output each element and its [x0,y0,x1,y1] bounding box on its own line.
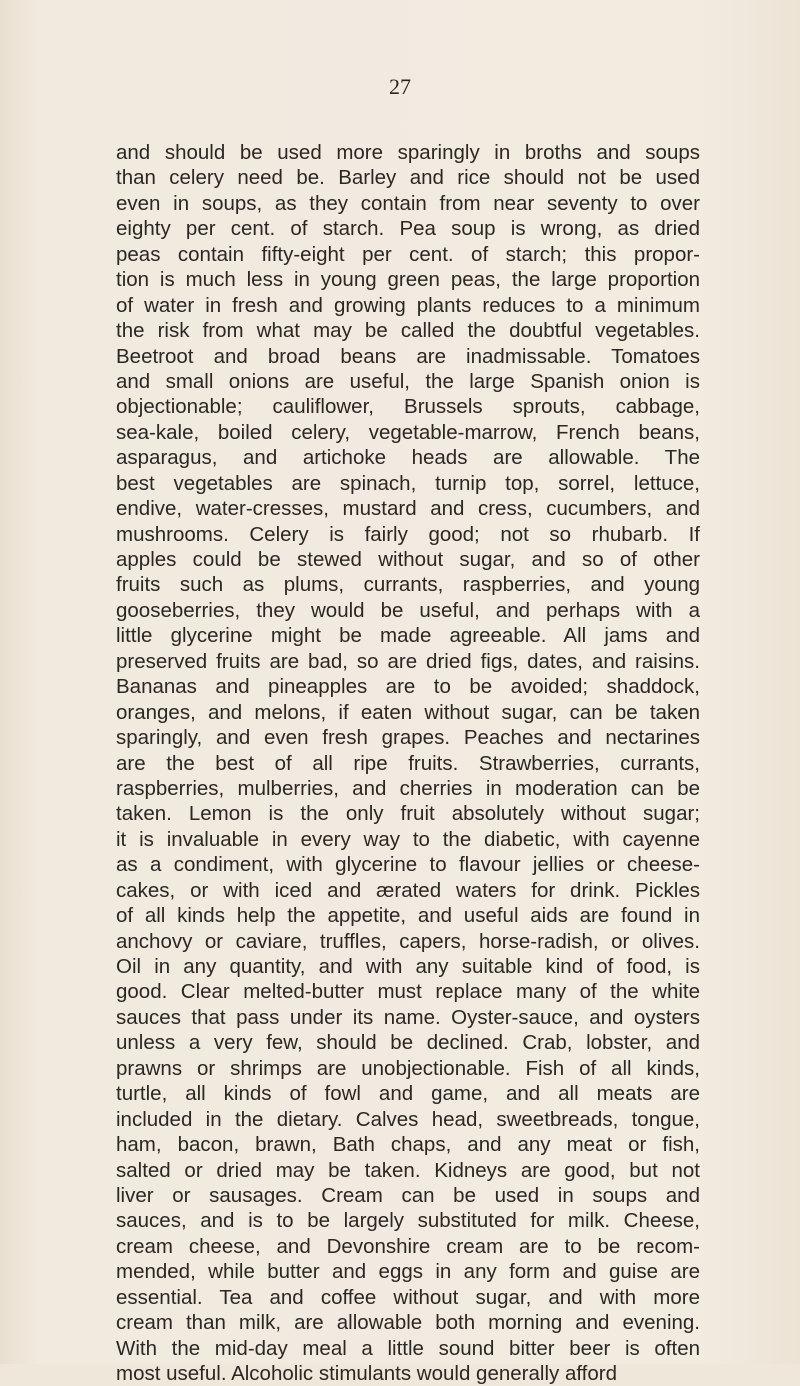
text-line: ham, bacon, brawn, Bath chaps, and any meat or fish, [116,1133,700,1157]
body-text [116,140,700,1386]
text-line: it is invaluable in every way to the diabetic, with cayenne [116,827,700,851]
text-line: asparagus, and artichoke heads are allowable. The [116,446,700,470]
text-line: fruits such as plums, currants, raspberries, and young [116,573,700,597]
text-line: little glycerine might be made agreeable. All jams and [116,624,700,648]
text-line: Oil in any quantity, and with any suitable kind of food, is [116,955,700,978]
text-line: included in the dietary. Calves head, sweetbreads, tongue, [116,1107,700,1131]
text-line: mended, while butter and eggs in any form and guise are [116,1260,700,1284]
text-line: apples could be stewed without sugar, and so of other [116,548,700,571]
text-line: cream cheese, and Devonshire cream are to be recom- [116,1234,700,1258]
text-line: even in soups, as they contain from near seventy to over [116,191,700,215]
text-line: With the mid-day meal a little sound bitter beer is often [116,1336,700,1360]
text-line: mushrooms. Celery is fairly good; not so rhubarb. If [116,522,700,546]
text-line: are the best of all ripe fruits. Strawberries, currants, [116,751,700,775]
text-line: gooseberries, they would be useful, and perhaps with a [116,598,700,622]
text-line: preserved fruits are bad, so are dried figs, dates, and raisins. [116,649,700,673]
text-line: Bananas and pineapples are to be avoided; shaddock, [116,675,700,699]
text-line: good. Clear melted-butter must replace many of the white [116,980,700,1004]
text-line: of water in fresh and growing plants reduces to a minimum [116,293,700,317]
text-line: than celery need be. Barley and rice should not be used [116,166,700,190]
text-line: Beetroot and broad beans are inadmissable. Tomatoes [116,344,700,368]
text-line: prawns or shrimps are unobjectionable. Fish of all kinds, [116,1056,700,1080]
text-line: objectionable; cauliflower, Brussels sprouts, cabbage, [116,395,700,419]
text-line: raspberries, mulberries, and cherries in moderation can be [116,776,700,800]
text-line: salted or dried may be taken. Kidneys are good, but not [116,1158,700,1182]
text-line: and small onions are useful, the large Spanish onion is [116,369,700,393]
page-number: 27 [389,74,411,99]
text-line: cream than milk, are allowable both morning and evening. [116,1311,700,1335]
text-line: sparingly, and even fresh grapes. Peaches and nectarines [116,726,700,750]
text-line: most useful. Alcoholic stimulants would generally afford [116,1362,617,1385]
text-line: and should be used more sparingly in broths and soups [116,141,700,164]
text-line: anchovy or caviare, truffles, capers, horse-radish, or olives. [116,929,700,953]
text-line: sea-kale, boiled celery, vegetable-marrow, French beans, [116,420,700,444]
text-line: sauces, and is to be largely substituted for milk. Cheese, [116,1209,700,1233]
text-line: essential. Tea and coffee without sugar, and with more [116,1285,700,1309]
text-line: as a condiment, with glycerine to flavour jellies or cheese- [116,853,700,877]
text-line: oranges, and melons, if eaten without sugar, can be taken [116,700,700,724]
text-line: the risk from what may be called the doubtful vegetables. [116,319,700,343]
text-line: peas contain fifty-eight per cent. of starch; this propor- [116,242,700,266]
text-line: of all kinds help the appetite, and useful aids are found in [116,904,700,928]
text-line: unless a very few, should be declined. Crab, lobster, and [116,1031,700,1055]
text-line: tion is much less in young green peas, the large proportion [116,268,700,292]
text-line: eighty per cent. of starch. Pea soup is wrong, as dried [116,217,700,241]
text-line: taken. Lemon is the only fruit absolutely without sugar; [116,802,700,826]
text-line: liver or sausages. Cream can be used in soups and [116,1183,700,1207]
text-line: best vegetables are spinach, turnip top, sorrel, lettuce, [116,471,700,495]
text-line: sauces that pass under its name. Oyster-sauce, and oysters [116,1005,700,1029]
text-line: endive, water-cresses, mustard and cress, cucumbers, and [116,497,700,521]
text-line: cakes, or with iced and ærated waters for drink. Pickles [116,878,700,902]
text-line: turtle, all kinds of fowl and game, and all meats are [116,1082,700,1106]
